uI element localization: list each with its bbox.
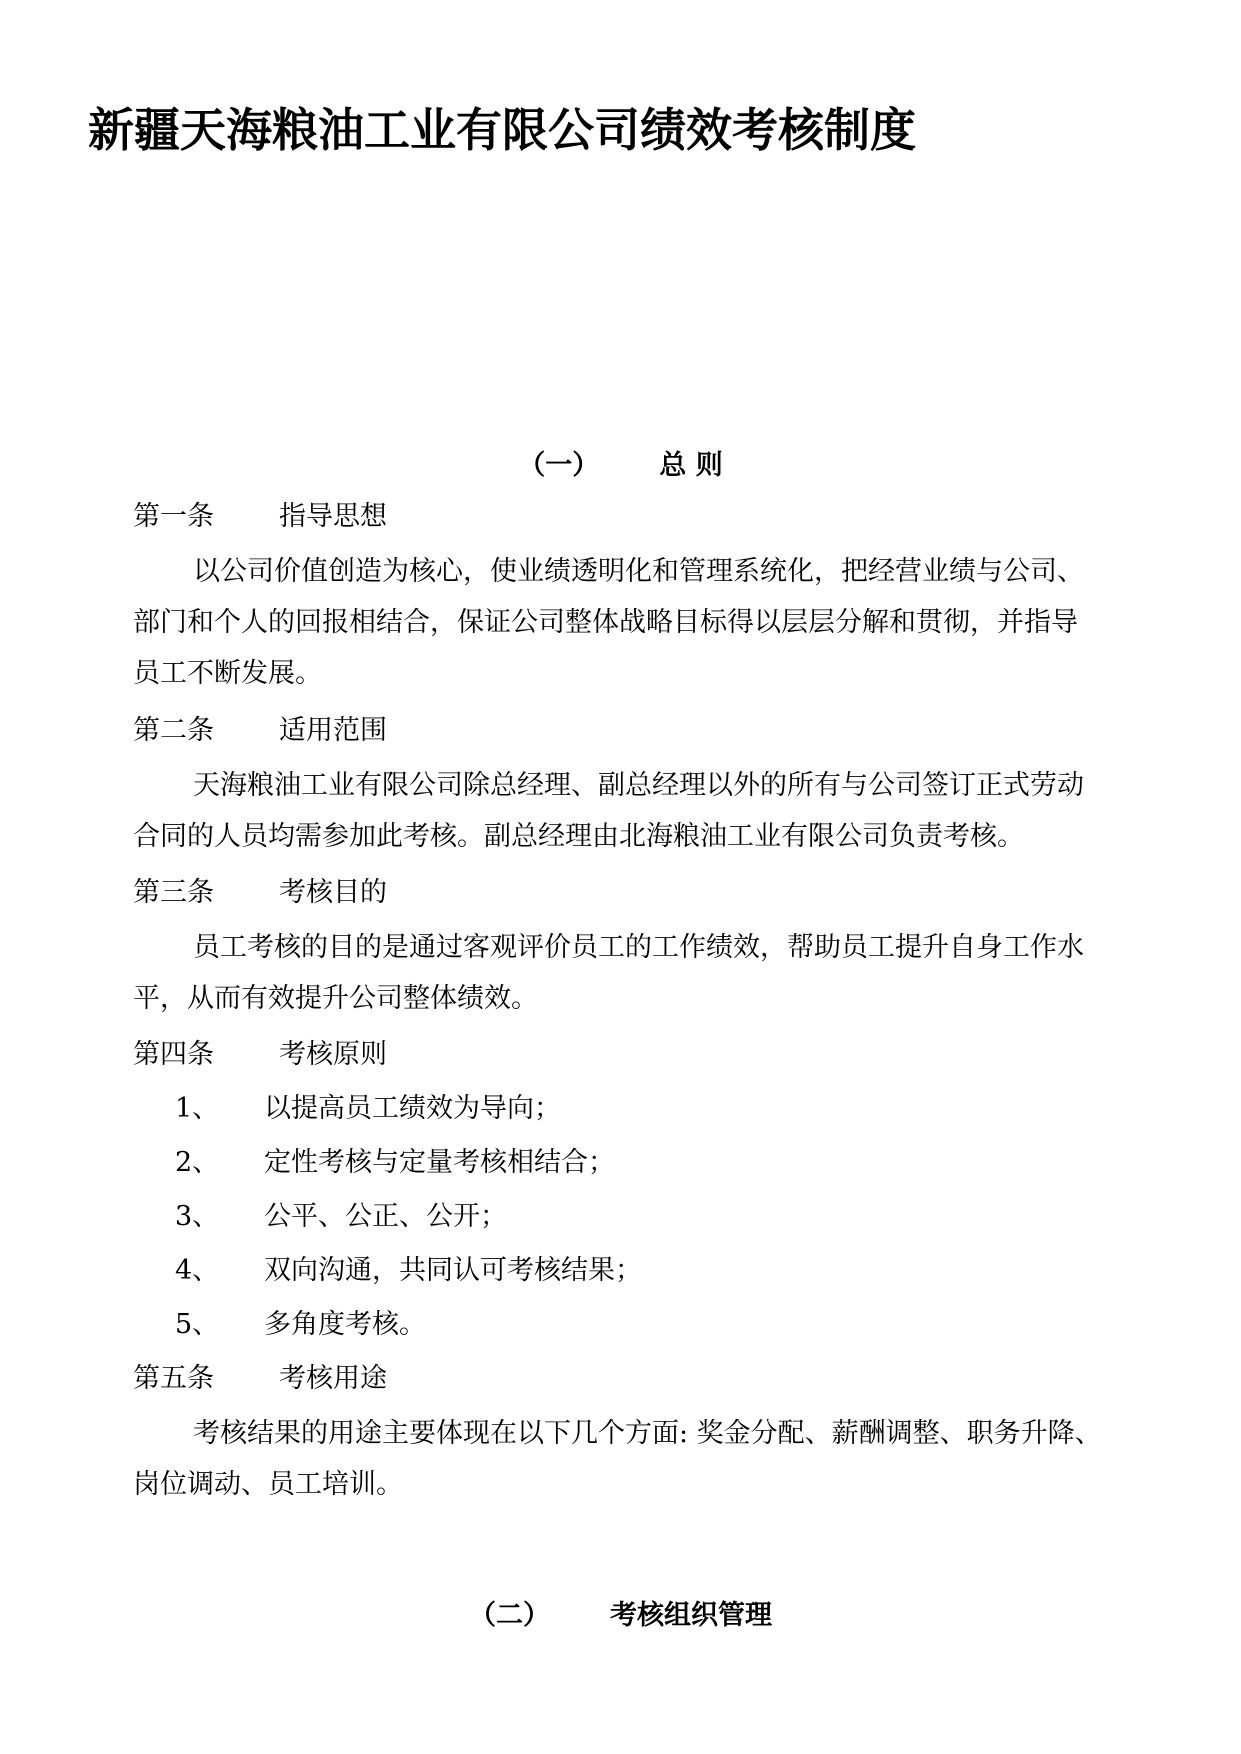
list-text: 双向沟通，共同认可考核结果； [264,1255,642,1286]
list-text: 多角度考核。 [264,1309,426,1340]
paragraph-line: 合同的人员均需参加此考核。副总经理由北海粮油工业有限公司负责考核。 [133,821,1024,852]
paragraph-line: 员工考核的目的是通过客观评价员工的工作绩效，帮助员工提升自身工作水 [193,932,1084,963]
paragraph-line: 以公司价值创造为核心，使业绩透明化和管理系统化，把经营业绩与公司、 [193,556,1084,587]
article-heading [133,711,387,751]
list-number: 5、 [175,1309,220,1340]
section-heading-2 [0,1596,1241,1636]
list-item [175,1251,642,1291]
paragraph-line: 岗位调动、员工培训。 [133,1469,403,1500]
list-number: 4、 [175,1255,220,1286]
article-heading [133,497,387,537]
list-number: 1、 [175,1093,220,1124]
list-item [175,1197,507,1237]
article-heading [133,1035,387,1075]
list-item [175,1089,561,1129]
list-item [175,1305,426,1345]
section-title: 考核组织管理 [610,1600,772,1631]
paragraph-line: 考核结果的用途主要体现在以下几个方面: 奖金分配、薪酬调整、职务升降、 [193,1418,1102,1449]
section-number: （一） [518,450,600,481]
article-title: 考核目的 [279,877,387,908]
list-text: 公平、公正、公开； [264,1201,507,1232]
article-title: 指导思想 [279,501,387,532]
article-title: 考核用途 [279,1363,387,1394]
article-label: 第一条 [133,501,214,532]
paragraph-line: 部门和个人的回报相结合，保证公司整体战略目标得以层层分解和贯彻，并指导 [133,607,1078,638]
list-number: 2、 [175,1147,220,1178]
paragraph-line: 天海粮油工业有限公司除总经理、副总经理以外的所有与公司签订正式劳动 [193,770,1084,801]
article-heading [133,1359,387,1399]
article-title: 考核原则 [279,1039,387,1070]
section-title: 总 则 [659,450,723,481]
article-label: 第二条 [133,715,214,746]
article-label: 第五条 [133,1363,214,1394]
document-title: 新疆天海粮油工业有限公司绩效考核制度 [88,103,916,157]
list-text: 以提高员工绩效为导向； [264,1093,561,1124]
paragraph-line: 平，从而有效提升公司整体绩效。 [133,983,538,1014]
article-heading [133,873,387,913]
paragraph-line: 员工不断发展。 [133,658,322,689]
list-number: 3、 [175,1201,220,1232]
list-item [175,1143,615,1183]
list-text: 定性考核与定量考核相结合； [264,1147,615,1178]
article-label: 第四条 [133,1039,214,1070]
section-heading-1 [0,446,1241,486]
section-number: （二） [469,1600,550,1631]
article-label: 第三条 [133,877,214,908]
article-title: 适用范围 [279,715,387,746]
